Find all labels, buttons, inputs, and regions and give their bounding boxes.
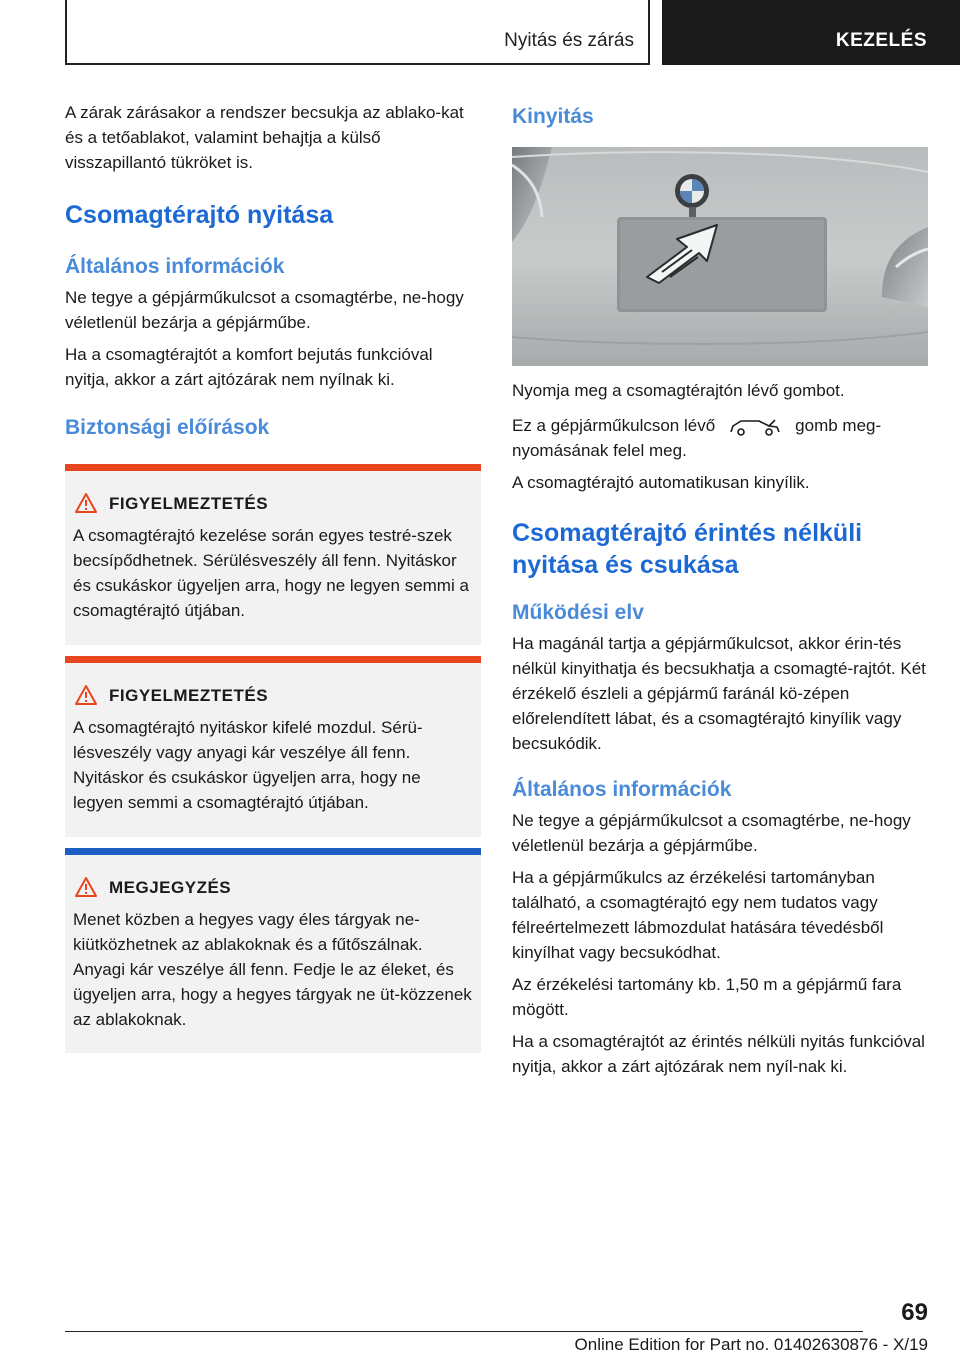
warning-triangle-icon: [75, 685, 97, 705]
key-button-text-after: gomb meg-nyomásának felel meg.: [512, 416, 882, 460]
general-info-2-paragraph-2: Ha a gépjárműkulcs az érzékelési tartományban található, a csomagtérajtó egy nem tudatos vagy félreértelmezett lábmozdulat hatására tévedésből kinyílhat vagy becsukódhat.: [512, 868, 884, 962]
heading-safety: Biztonsági előírások: [65, 416, 270, 439]
page-number: 69: [901, 1299, 928, 1326]
intro-paragraph: A zárak zárásakor a rendszer becsukja az ablako-kat és a tetőablakot, valamint behajtja a külső visszapillantó tükröket is.: [65, 103, 464, 172]
general-info-2-paragraph-1: Ne tegye a gépjárműkulcsot a csomagtérbe, ne-hogy véletlenül bezárja a gépjárműbe.: [512, 811, 911, 855]
warning-title: FIGYELMEZTETÉS: [109, 686, 269, 705]
heading-general-info: Általános információk: [65, 255, 285, 278]
warning-box-1: [65, 464, 481, 645]
warning-box-2: [65, 656, 481, 837]
warning-bar: [65, 464, 481, 471]
general-info-2-paragraph-3: Az érzékelési tartomány kb. 1,50 m a gépjármű fara mögött.: [512, 975, 902, 1019]
header-section-title: Nyitás és zárás: [504, 30, 634, 51]
note-bar: [65, 848, 481, 855]
footer-edition: Online Edition for Part no. 01402630876 - X/19: [574, 1335, 928, 1354]
warning-bar: [65, 656, 481, 663]
left-column: [65, 100, 481, 442]
header-section-box: [66, 0, 650, 65]
note-box: [65, 848, 481, 1053]
header-chapter-box: [662, 0, 960, 65]
note-title: MEGJEGYZÉS: [109, 878, 232, 897]
general-info-2-paragraph-4: Ha a csomagtérajtót az érintés nélküli nyitás funkcióval nyitja, akkor a zárt ajtózárak nem nyíl-nak ki.: [512, 1032, 925, 1076]
general-info-paragraph-1: Ne tegye a gépjárműkulcsot a csomagtérbe, ne-hogy véletlenül bezárja a gépjárműbe.: [65, 288, 464, 332]
principle-paragraph: Ha magánál tartja a gépjárműkulcsot, akkor érin-tés nélkül kinyithatja és becsukhatja a csomagté-rajtót. Két érzékelő észleli a gépjármű faránál kö-zépen előrelendített lábat, és a csomagtérajtó kinyílik vagy becsukódik.: [512, 634, 926, 753]
warning-text: A csomagtérajtó kezelése során egyes testré-szek becsípődhetnek. Sérülésveszély áll fenn. Nyitáskor és csukáskor ügyeljen arra, hogy ne legyen semmi a csomagtérajtó útjában.: [73, 526, 469, 620]
header-chapter-title: KEZELÉS: [835, 30, 927, 51]
heading-touchless-trunk: Csomagtérajtó érintés nélküli nyitása és csukása: [512, 519, 863, 579]
trunk-illustration: [512, 147, 928, 366]
warning-title: FIGYELMEZTETÉS: [109, 494, 269, 513]
car-trunk-icon: [729, 418, 781, 436]
heading-trunk-opening: Csomagtérajtó nyitása: [65, 201, 334, 229]
warning-triangle-icon: [75, 877, 97, 897]
auto-open-paragraph: A csomagtérajtó automatikusan kinyílik.: [512, 473, 810, 492]
key-button-paragraph: [512, 413, 928, 463]
heading-principle: Működési elv: [512, 601, 644, 624]
heading-general-info-2: Általános információk: [512, 778, 732, 801]
warning-triangle-icon: [75, 493, 97, 513]
heading-opening: Kinyitás: [512, 105, 594, 128]
right-column: [512, 378, 928, 1086]
note-text: Menet közben a hegyes vagy éles tárgyak ne-kiütközhetnek az ablakoknak és a fűtőszálnak. Anyagi kár veszélye áll fenn. Fedje le az éleket, és ügyeljen arra, hogy a hegyes tárgyak ne üt-közzenek az ablakoknak.: [73, 910, 472, 1029]
press-button-paragraph: Nyomja meg a csomagtérajtón lévő gombot.: [512, 381, 845, 400]
key-button-text-before: Ez a gépjárműkulcson lévő: [512, 416, 716, 435]
warning-text: A csomagtérajtó nyitáskor kifelé mozdul. Sérü-lésveszély vagy anyagi kár veszélye áll fenn. Nyitáskor és csukáskor ügyeljen arra, hogy ne legyen semmi a csomagtérajtó útjában.: [73, 718, 423, 812]
trunk-button-photo: [512, 147, 928, 366]
footer-rule: [65, 1331, 863, 1332]
general-info-paragraph-2: Ha a csomagtérajtót a komfort bejutás funkcióval nyitja, akkor a zárt ajtózárak nem nyílnak ki.: [65, 345, 433, 389]
